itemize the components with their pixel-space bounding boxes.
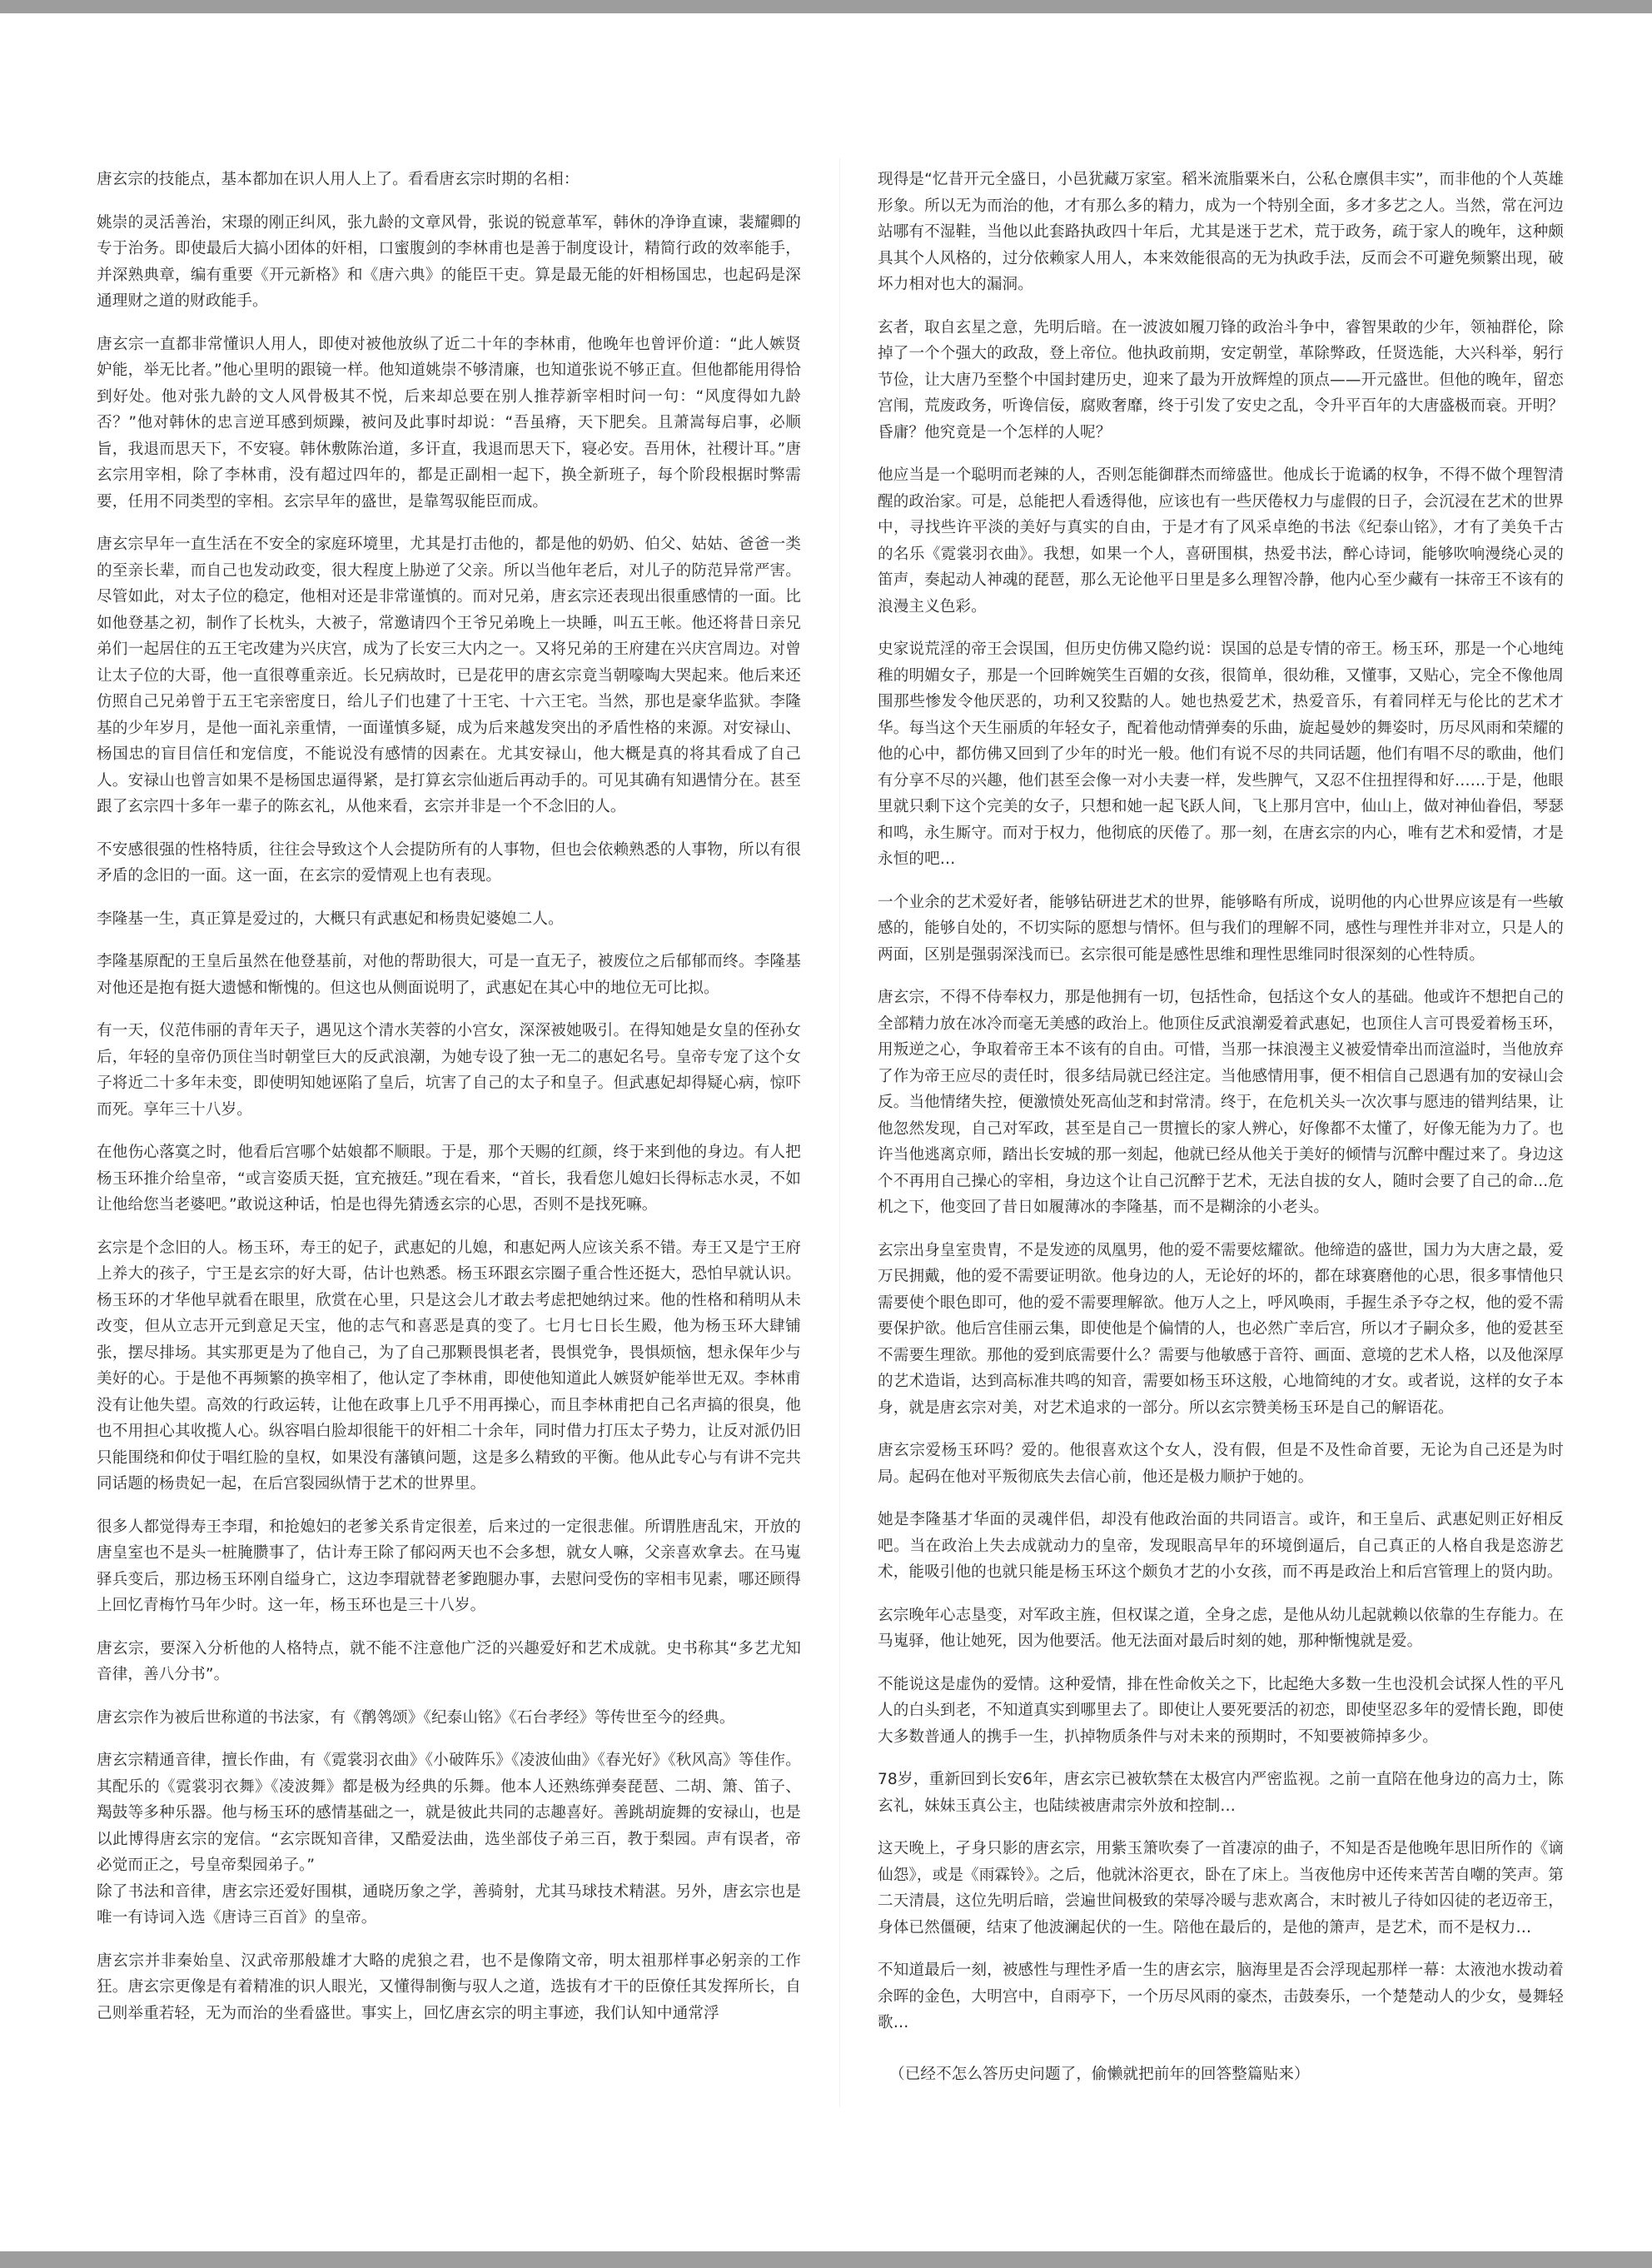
paragraph: 这天晚上，孑身只影的唐玄宗，用紫玉箫吹奏了一首凄凉的曲子，不知是否是他晚年思旧所作的《谪仙怨》，或是《雨霖铃》。之后，他就沐浴更衣，卧在了床上。当夜他房中还传来苦苦自嘲的笑声。第二天清晨，这位先明后暗，尝遍世间极致的荣辱冷暖与悲欢离合，末时被儿子待如囚徒的老迈帝王，身体已然僵硬，结束了他波澜起伏的一生。陪他在最后的，是他的箫声，是艺术，而不是权力… (878, 1840, 1564, 1937)
paragraph: 唐玄宗作为被后世称道的书法家，有《鹡鸰颂》《纪泰山铭》《石台孝经》等传世至今的经典。 (97, 1708, 735, 1727)
paragraph: 有一天，仪范伟丽的青年天子，遇见这个清水芙蓉的小宫女，深深被她吸引。在得知她是女皇的侄孙女后，年轻的皇帝仍顶住当时朝堂巨大的反武浪潮，为她专设了独一无二的惠妃名号。皇帝专宠了这个女子将近二十多年未变，即使明知她诬陷了皇后，坑害了自己的太子和皇子。但武惠妃却得疑心病，惊吓而死。享年三十八岁。 (97, 1022, 801, 1119)
paragraph: 不能说这是虚伪的爱情。这种爱情，排在性命攸关之下，比起绝大多数一生也没机会试探人性的平凡人的白头到老，不知道真实到哪里去了。即使让人要死要活的初恋，即使坚忍多年的爱情长跑，即使大多数普通人的携手一生，扒掉物质条件与对未来的预期时，不知要被筛掉多少。 (878, 1675, 1564, 1746)
paragraph: 玄者，取自玄星之意，先明后暗。在一波波如履刀锋的政治斗争中，睿智果敢的少年，领袖群伦，除掉了一个个强大的政敌，登上帝位。他执政前期，安定朝堂，革除弊政，任贤选能，大兴科举，躬行节俭，让大唐乃至整个中国封建历史，迎来了最为开放辉煌的顶点——开元盛世。但他的晚年，留恋宫闱，荒废政务，听谗信佞，腐败奢靡，终于引发了安史之乱，令升平百年的大唐盛极而衰。开明？昏庸？他究竟是一个怎样的人呢？ (878, 318, 1564, 441)
paragraph: 一个业余的艺术爱好者，能够钻研进艺术的世界，能够略有所成，说明他的内心世界应该是有一些敏感的，能够自处的，不切实际的愿想与情怀。但与我们的理解不同，感性与理性并非对立，只是人的两面，区别是强弱深浅而已。玄宗很可能是感性思维和理性思维同时很深刻的心性特质。 (878, 893, 1564, 964)
paragraph: 现得是“忆昔开元全盛日，小邑犹藏万家室。稻米流脂粟米白，公私仓廪俱丰实”，而非他的个人英雄形象。所以无为而治的他，才有那么多的精力，成为一个特别全面，多才多艺之人。当然，常在河边站哪有不湿鞋，当他以此套路执政四十年后，尤其是迷于艺术，荒于政务，疏于家人的晚年，这种颇具其个人风格的，过分依赖家人用人，本来效能很高的无为执政手法，反而会不可避免频繁出现，破坏力相对也大的漏洞。 (878, 171, 1564, 293)
paragraph: 唐玄宗一直都非常懂识人用人，即使对被他放纵了近二十年的李林甫，他晚年也曾评价道：“此人嫉贤妒能，举无比者。”他心里明的跟镜一样。他知道姚崇不够清廉，也知道张说不够正直。但他都能用得恰到好处。他对张九龄的文人风骨极其不悦，后来却总要在别人推荐新宰相时问一句：“风度得如九龄否？”他对韩休的忠言逆耳感到烦躁，被问及此事时却说：“吾虽瘠，天下肥矣。且萧嵩每启事，必顺旨，我退而思天下，不安寝。韩休敷陈治道，多讦直，我退而思天下，寝必安。吾用休，社稷计耳。”唐玄宗用宰相，除了李林甫，没有超过四年的，都是正副相一起下，换全新班子，每个阶段根据时弊需要，任用不同类型的宰相。玄宗早年的盛世，是靠驾驭能臣而成。 (97, 335, 801, 511)
paragraph: 在他伤心落寞之时，他看后宫哪个姑娘都不顺眼。于是，那个天赐的红颜，终于来到他的身边。有人把杨玉环推介给皇帝，“或言姿质天挺，宜充掖廷。”现在看来，“首长，我看您儿媳妇长得标志水灵，不如让他给您当老婆吧。”敢说这种话，怕是也得先猜透玄宗的心思，否则不是找死嘛。 (97, 1144, 801, 1214)
paragraph: 唐玄宗早年一直生活在不安全的家庭环境里，尤其是打击他的，都是他的奶奶、伯父、姑姑、爸爸一类的至亲长辈，而自己也发动政变，很大程度上胁逆了父亲。所以当他年老后，对儿子的防范异常严害。尽管如此，对太子位的稳定，他相对还是非常谨慎的。而对兄弟，唐玄宗还表现出很重感情的一面。比如他登基之初，制作了长枕头，大被子，常邀请四个王爷兄弟晚上一块睡，叫五王帐。他还将昔日亲兄弟们一起居住的五王宅改建为兴庆宫，成为了长安三大内之一。又将兄弟的王府建在兴庆宫周边。对曾让太子位的大哥，他一直很尊重亲近。长兄病故时，已是花甲的唐玄宗竟当朝嚎啕大哭起来。他后来还仿照自己兄弟曾于五王宅亲密度日，给儿子们也建了十王宅、十六王宅。当然，那也是豪华监狱。李隆基的少年岁月，是他一面礼亲重情，一面谨慎多疑，成为后来越发突出的矛盾性格的来源。对安禄山、杨国忠的盲目信任和宠信度，不能说没有感情的因素在。尤其安禄山，他大概是真的将其看成了自己人。安禄山也曾言如果不是杨国忠逼得紧，是打算玄宗仙逝后再动手的。可见其确有知遇情分在。甚至跟了玄宗四十多年一辈子的陈玄礼，从他来看，玄宗并非是一个不念旧的人。 (97, 536, 801, 815)
paragraph: 玄宗出身皇室贵胄，不是发迹的凤凰男，他的爱不需要炫耀欲。他缔造的盛世，国力为大唐之最，爱万民拥戴，他的爱不需要证明欲。他身边的人，无论好的坏的，都在球赛磨他的心思，很多事情他只需要使个眼色即可，他的爱不需要理解欲。他万人之上，呼风唤雨，手握生杀予夺之权，他的爱不需要保护欲。他后宫佳丽云集，即使他是个偏情的人，也必然广幸后宫，所以才子嗣众多，他的爱甚至不需要生理欲。那他的爱到底需要什么？需要与他敏感于音符、画面、意境的艺术人格，以及他深厚的艺术造诣，达到高标准共鸣的知音，需要如杨玉环这般，心地简纯的才女。或者说，这样的女子本身，就是唐玄宗对美，对艺术追求的一部分。所以玄宗赞美杨玉环是自己的解语花。 (878, 1241, 1564, 1417)
paragraph: 李隆基原配的王皇后虽然在他登基前，对他的帮助很大，可是一直无子，被废位之后郁郁而终。李隆基对他还是抱有挺大遗憾和惭愧的。但这也从侧面说明了，武惠妃在其心中的地位无可比拟。 (97, 953, 801, 997)
paragraph: 不知道最后一刻，被感性与理性矛盾一生的唐玄宗，脑海里是否会浮现起那样一幕：太液池水拨动着余晖的金色，大明宫中，自雨亭下，一个历尽风雨的豪杰，击鼓奏乐，一个楚楚动人的少女，曼舞轻歌… (878, 1961, 1564, 2031)
paragraph: 玄宗晚年心志垦变，对军政主旌，但权谋之道，全身之虑，是他从幼儿起就赖以依靠的生存能力。在马嵬驿，他让她死，因为他要活。他无法面对最后时刻的她，那种惭愧就是爱。 (878, 1606, 1564, 1650)
top-frame-bar (0, 0, 1652, 13)
paragraph: 李隆基一生，真正算是爱过的，大概只有武惠妃和杨贵妃婆媳二人。 (97, 910, 564, 928)
right-column (878, 167, 1564, 2104)
paragraph: 很多人都觉得寿王李瑁，和抢媳妇的老爹关系肯定很差，后来过的一定很悲催。所谓胜唐乱宋，开放的唐皇室也不是头一桩腌臜事了，估计寿王除了郁闷两天也不会多想，就女人嘛，父亲喜欢拿去。在马嵬驿兵变后，那边杨玉环刚自缢身亡，这边李瑁就替老爹跑腿办事，去慰问受伤的宰相韦见素，哪还顾得上回忆青梅竹马年少时。这一年，杨玉环也是三十八岁。 (97, 1518, 801, 1614)
paragraph: 唐玄宗并非秦始皇、汉武帝那般雄才大略的虎狼之君，也不是像隋文帝，明太祖那样事必躬亲的工作狂。唐玄宗更像是有着精准的识人眼光，又懂得制衡与驭人之道，选拔有才干的臣僚任其发挥所长，自己则举重若轻，无为而治的坐看盛世。事实上，回忆唐玄宗的明主事迹，我们认知中通常浮 (97, 1951, 801, 2022)
paragraph: 他应当是一个聪明而老辣的人，否则怎能御群杰而缔盛世。他成长于诡谲的权争，不得不做个理智清醒的政治家。可是，总能把人看透得他，应该也有一些厌倦权力与虚假的日子，会沉浸在艺术的世界中，寻找些许平淡的美好与真实的自由，于是才有了风采卓绝的书法《纪泰山铭》，才有了美奂千古的名乐《霓裳羽衣曲》。我想，如果一个人，喜研围棋，热爱书法，醉心诗词，能够吹响漫绕心灵的笛声，奏起动人神魂的琵琶，那么无论他平日里是多么理智冷静，他内心至少藏有一抹帝王不该有的浪漫主义色彩。 (878, 466, 1564, 616)
left-column (97, 167, 801, 2043)
paragraph: 唐玄宗的技能点，基本都加在识人用人上了。看看唐玄宗时期的名相： (97, 171, 580, 188)
paragraph: 唐玄宗，要深入分析他的人格特点，就不能不注意他广泛的兴趣爱好和艺术成就。史书称其“多艺尤知音律，善八分书”。 (97, 1639, 801, 1683)
paragraph: 姚崇的灵活善治，宋璟的刚正纠风，张九龄的文章风骨，张说的锐意革军，韩休的净诤直谏，裴耀卿的专于治务。即使最后大搞小团体的奸相，口蜜腹剑的李林甫也是善于制度设计，精简行政的效率能手，并深熟典章，编有重要《开元新格》和《唐六典》的能臣干吏。算是最无能的奸相杨国忠，也起码是深通理财之道的财政能手。 (97, 213, 801, 310)
bottom-frame-bar (0, 2251, 1652, 2268)
column-divider (839, 158, 840, 2107)
paragraph: 唐玄宗爱杨玉环吗？爱的。他很喜欢这个女人，没有假，但是不及性命首要，无论为自己还是为时局。起码在他对平叛彻底失去信心前，他还是极力顺护于她的。 (878, 1442, 1564, 1486)
closing-note: （已经不怎么答历史问题了，偷懒就把前年的回答整篇贴来） (889, 2065, 1310, 2083)
paragraph: 唐玄宗，不得不侍奉权力，那是他拥有一切，包括性命，包括这个女人的基础。他或许不想把自己的全部精力放在冰冷而毫无美感的政治上。他顶住反武浪潮爱着武惠妃，也顶住人言可畏爱着杨玉环，用叛逆之心，争取着帝王本不该有的自由。可惜，当那一抹浪漫主义被爱情牵出而渲溢时，当他放弃了作为帝王应尽的责任时，很多结局就已经注定。当他感情用事，便不相信自己恩遇有加的安禄山会反。当他情绪失控，便激愤处死高仙芝和封常清。终于，在危机关头一次次事与愿违的错判结果，让他忽然发现，自己对军政，甚至是自己一贯擅长的家人辨心，好像都不太懂了，好像无能为力了。也许当他逃离京师，踏出长安城的那一刻起，他就已经从他关于美好的倾情与沉醉中醒过来了。身边这个不再用自己操心的宰相，身边这个让自己沉醉于艺术，无法自拔的女人，随时会要了自己的命...危机之下，他变回了昔日如履薄冰的李隆基，而不是糊涂的小老头。 (878, 989, 1564, 1216)
paragraph: 玄宗是个念旧的人。杨玉环，寿王的妃子，武惠妃的儿媳，和惠妃两人应该关系不错。寿王又是宁王府上养大的孩子，宁王是玄宗的好大哥，估计也熟悉。杨玉环跟玄宗圈子重合性还挺大，恐怕早就认识。杨玉环的才华他早就看在眼里，欣赏在心里，只是这会儿才敢去考虑把她纳过来。他的性格和稍明从未改变，但从立志开元到意足天宝，他的志气和喜恶是真的变了。七月七日长生殿，他为杨玉环大肆铺张，摆尽排场。其实那更是为了他自己，为了自己那颗畏惧老者，畏惧党争，畏惧烦恼，想永保年少与美好的心。于是他不再频繁的换宰相了，他认定了李林甫，即使他知道此人嫉贤妒能举世无双。李林甫没有让他失望。高效的行政运转，让他在政事上几乎不用再操心，而且李林甫把自己名声搞的很臭，他也不用担心其收揽人心。纵容唱白脸却很能干的奸相二十余年，同时借力打压太子势力，让反对派仍旧只能围绕和仰仗于唱红脸的皇权，如果没有藩镇问题，这是多么精致的平衡。他从此专心与有讲不完共同话题的杨贵妃一起，在后宫裂园纵情于艺术的世界里。 (97, 1239, 801, 1493)
paragraph: 不安感很强的性格特质，往往会导致这个人会提防所有的人事物，但也会依赖熟悉的人事物，所以有很矛盾的念旧的一面。这一面，在玄宗的爱情观上也有表现。 (97, 840, 801, 885)
paragraph: 78岁，重新回到长安6年，唐玄宗已被软禁在太极宫内严密监视。之前一直陪在他身边的高力士，陈玄礼，妹妹玉真公主，也陆续被唐肃宗外放和控制… (878, 1771, 1564, 1815)
paragraph: 她是李隆基才华面的灵魂伴侣，却没有他政治面的共同语言。或许，和王皇后、武惠妃则正好相反吧。当在政治上失去成就动力的皇帝，发现眼高早年的环境倒逼后，自己真正的人格自我是恣游艺术，能吸引他的也就只能是杨玉环这个颇负才艺的小女孩，而不再是政治上和后宫管理上的贤内助。 (878, 1511, 1564, 1581)
paragraph: 史家说荒淫的帝王会误国，但历史仿佛又隐约说：误国的总是专情的帝王。杨玉环，那是一个心地纯稚的明媚女子，那是一个回眸婉笑生百媚的女孩，很简单，很幼稚，又懂事，又贴心，完全不像他周围那些惨发令他厌恶的，功利又狡黠的人。她也热爱艺术，热爱音乐，有着同样无与伦比的艺术才华。每当这个天生丽质的年轻女子，配着他动情弹奏的乐曲，旋起曼妙的舞姿时，历尽风雨和荣耀的他的心中，都仿佛又回到了少年的时光一般。他们有说不尽的共同话题，他们有唱不尽的歌曲，他们有分享不尽的兴趣，他们甚至会像一对小夫妻一样，发些脾气，又忍不住扭捏得和好……于是，他眼里就只剩下这个完美的女子，只想和她一起飞跃人间，飞上那月宫中，仙山上，做对神仙眷侣，琴瑟和鸣，永生厮守。而对于权力，他彻底的厌倦了。那一刻，在唐玄宗的内心，唯有艺术和爱情，才是永恒的吧… (878, 641, 1564, 868)
paragraph: 唐玄宗精通音律，擅长作曲，有《霓裳羽衣曲》《小破阵乐》《凌波仙曲》《春光好》《秋风高》等佳作。其配乐的《霓裳羽衣舞》《凌波舞》都是极为经典的乐舞。他本人还熟练弹奏琵琶、二胡、箫、笛子、羯鼓等多种乐器。他与杨玉环的感情基础之一，就是彼此共同的志趣喜好。善跳胡旋舞的安禄山，也是以此博得唐玄宗的宠信。“玄宗既知音律，又酷爱法曲，选坐部伎子弟三百，教于梨园。声有误者，帝必觉而正之，号皇帝梨园弟子。” 除了书法和音律，唐玄宗还爱好围棋，通晓历象之学，善骑射，尤其马球技术精湛。另外，唐玄宗也是唯一有诗词入选《唐诗三百首》的皇帝。 (97, 1752, 801, 1927)
